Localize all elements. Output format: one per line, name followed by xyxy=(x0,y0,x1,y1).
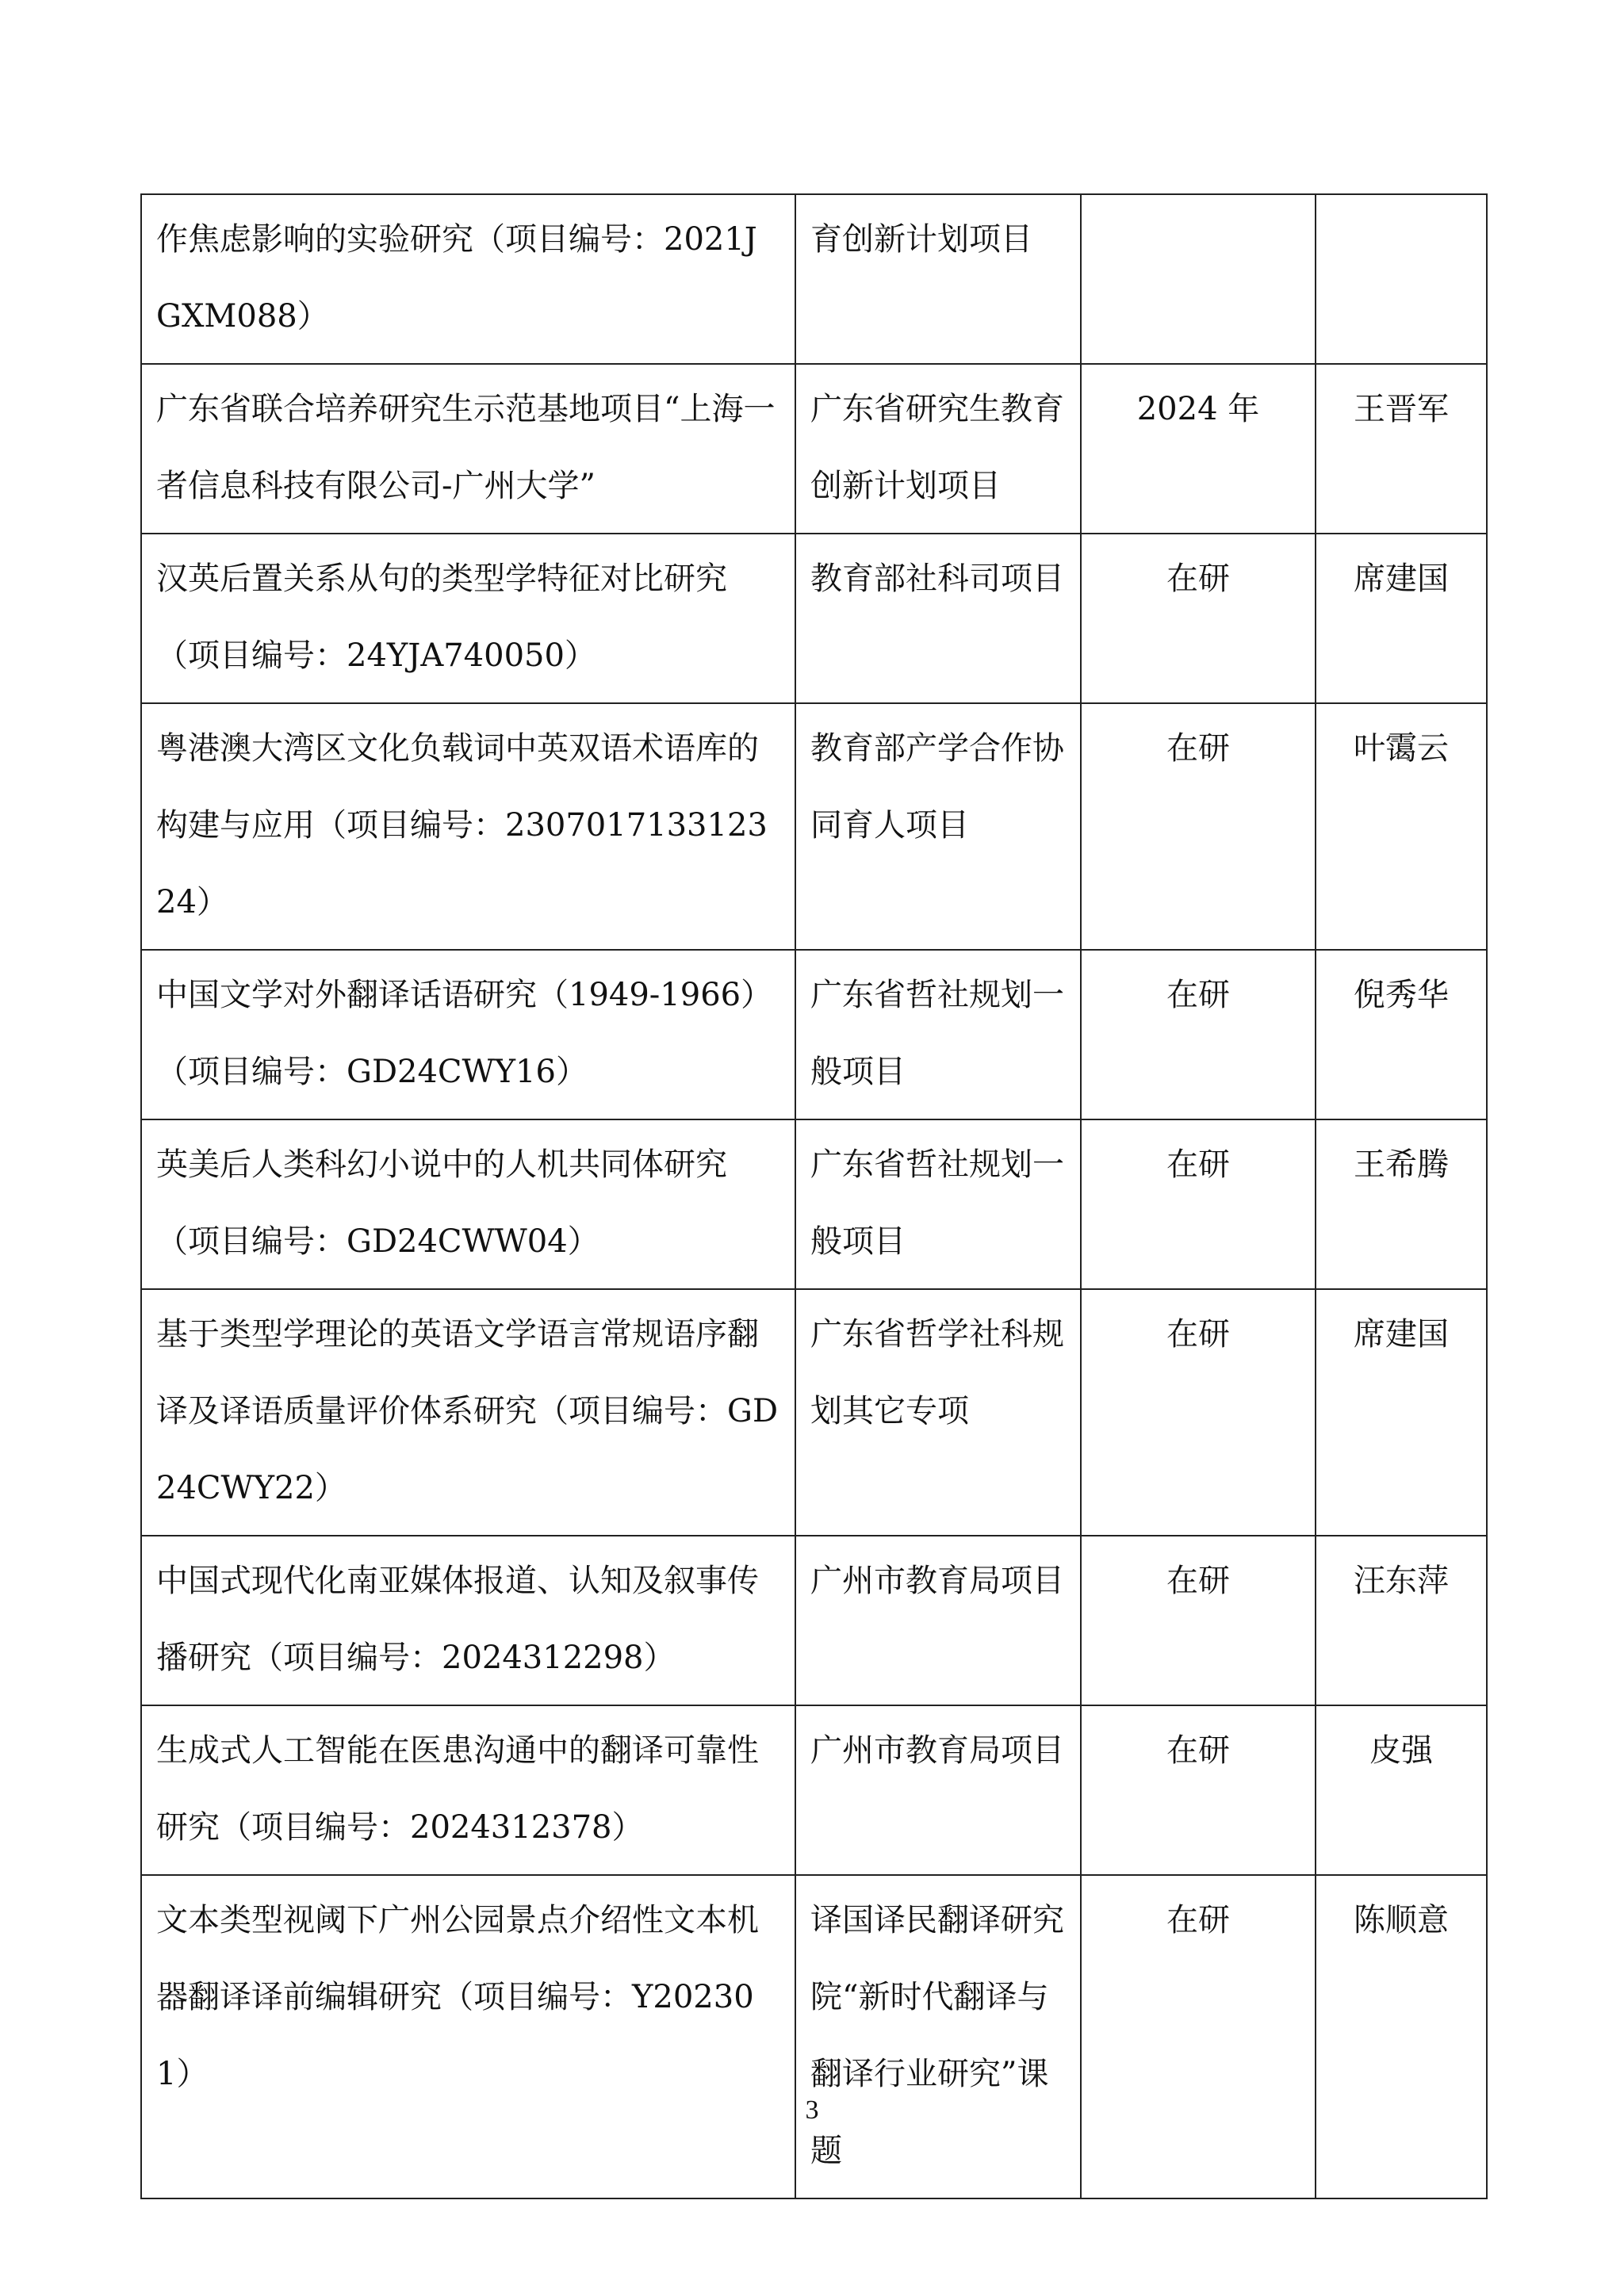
table-row xyxy=(141,194,1487,364)
project-year-cell: 在研 xyxy=(1081,1289,1316,1536)
project-leader-cell: 汪东萍 xyxy=(1316,1536,1487,1705)
project-year-cell: 在研 xyxy=(1081,1875,1316,2198)
project-name-cell: 作焦虑影响的实验研究（项目编号：2021JGXM088） xyxy=(141,194,795,364)
project-source-cell: 广东省研究生教育创新计划项目 xyxy=(795,364,1081,534)
project-name-cell: 英美后人类科幻小说中的人机共同体研究（项目编号：GD24CWW04） xyxy=(141,1119,795,1289)
project-year-cell xyxy=(1081,194,1316,364)
table-row xyxy=(141,1705,1487,1875)
project-source-cell: 译国译民翻译研究院“新时代翻译与翻译行业研究”课题 xyxy=(795,1875,1081,2198)
project-leader-cell: 倪秀华 xyxy=(1316,950,1487,1119)
table-row xyxy=(141,364,1487,534)
project-year-cell: 在研 xyxy=(1081,1705,1316,1875)
table-row xyxy=(141,1289,1487,1536)
project-leader-cell: 席建国 xyxy=(1316,1289,1487,1536)
table-row xyxy=(141,534,1487,703)
table-row xyxy=(141,703,1487,950)
project-leader-cell: 王希腾 xyxy=(1316,1119,1487,1289)
project-source-cell: 教育部社科司项目 xyxy=(795,534,1081,703)
project-name-cell: 基于类型学理论的英语文学语言常规语序翻译及译语质量评价体系研究（项目编号：GD24CWY22） xyxy=(141,1289,795,1536)
table-row xyxy=(141,1536,1487,1705)
project-name-cell: 广东省联合培养研究生示范基地项目“上海一者信息科技有限公司-广州大学” xyxy=(141,364,795,534)
project-leader-cell: 叶霭云 xyxy=(1316,703,1487,950)
project-name-cell: 粤港澳大湾区文化负载词中英双语术语库的构建与应用（项目编号：230701713312324） xyxy=(141,703,795,950)
project-year-cell: 在研 xyxy=(1081,703,1316,950)
project-year-cell: 在研 xyxy=(1081,534,1316,703)
project-leader-cell: 陈顺意 xyxy=(1316,1875,1487,2198)
projects-table xyxy=(140,193,1488,2199)
project-source-cell: 广东省哲社规划一般项目 xyxy=(795,950,1081,1119)
project-source-cell: 广州市教育局项目 xyxy=(795,1705,1081,1875)
table-row xyxy=(141,950,1487,1119)
table-row xyxy=(141,1875,1487,2198)
project-leader-cell: 王晋军 xyxy=(1316,364,1487,534)
project-name-cell: 中国式现代化南亚媒体报道、认知及叙事传播研究（项目编号：2024312298） xyxy=(141,1536,795,1705)
project-name-cell: 汉英后置关系从句的类型学特征对比研究（项目编号：24YJA740050） xyxy=(141,534,795,703)
project-leader-cell: 席建国 xyxy=(1316,534,1487,703)
project-name-cell: 中国文学对外翻译话语研究（1949-1966）（项目编号：GD24CWY16） xyxy=(141,950,795,1119)
project-year-cell: 在研 xyxy=(1081,1536,1316,1705)
project-source-cell: 广东省哲学社科规划其它专项 xyxy=(795,1289,1081,1536)
project-year-cell: 在研 xyxy=(1081,1119,1316,1289)
project-leader-cell xyxy=(1316,194,1487,364)
project-year-cell: 2024 年 xyxy=(1081,364,1316,534)
page-number: 3 xyxy=(805,2095,819,2125)
project-name-cell: 文本类型视阈下广州公园景点介绍性文本机器翻译译前编辑研究（项目编号：Y202301） xyxy=(141,1875,795,2198)
project-name-cell: 生成式人工智能在医患沟通中的翻译可靠性研究（项目编号：2024312378） xyxy=(141,1705,795,1875)
project-year-cell: 在研 xyxy=(1081,950,1316,1119)
project-source-cell: 广东省哲社规划一般项目 xyxy=(795,1119,1081,1289)
project-leader-cell: 皮强 xyxy=(1316,1705,1487,1875)
table-row xyxy=(141,1119,1487,1289)
project-source-cell: 教育部产学合作协同育人项目 xyxy=(795,703,1081,950)
project-source-cell: 广州市教育局项目 xyxy=(795,1536,1081,1705)
project-source-cell: 育创新计划项目 xyxy=(795,194,1081,364)
